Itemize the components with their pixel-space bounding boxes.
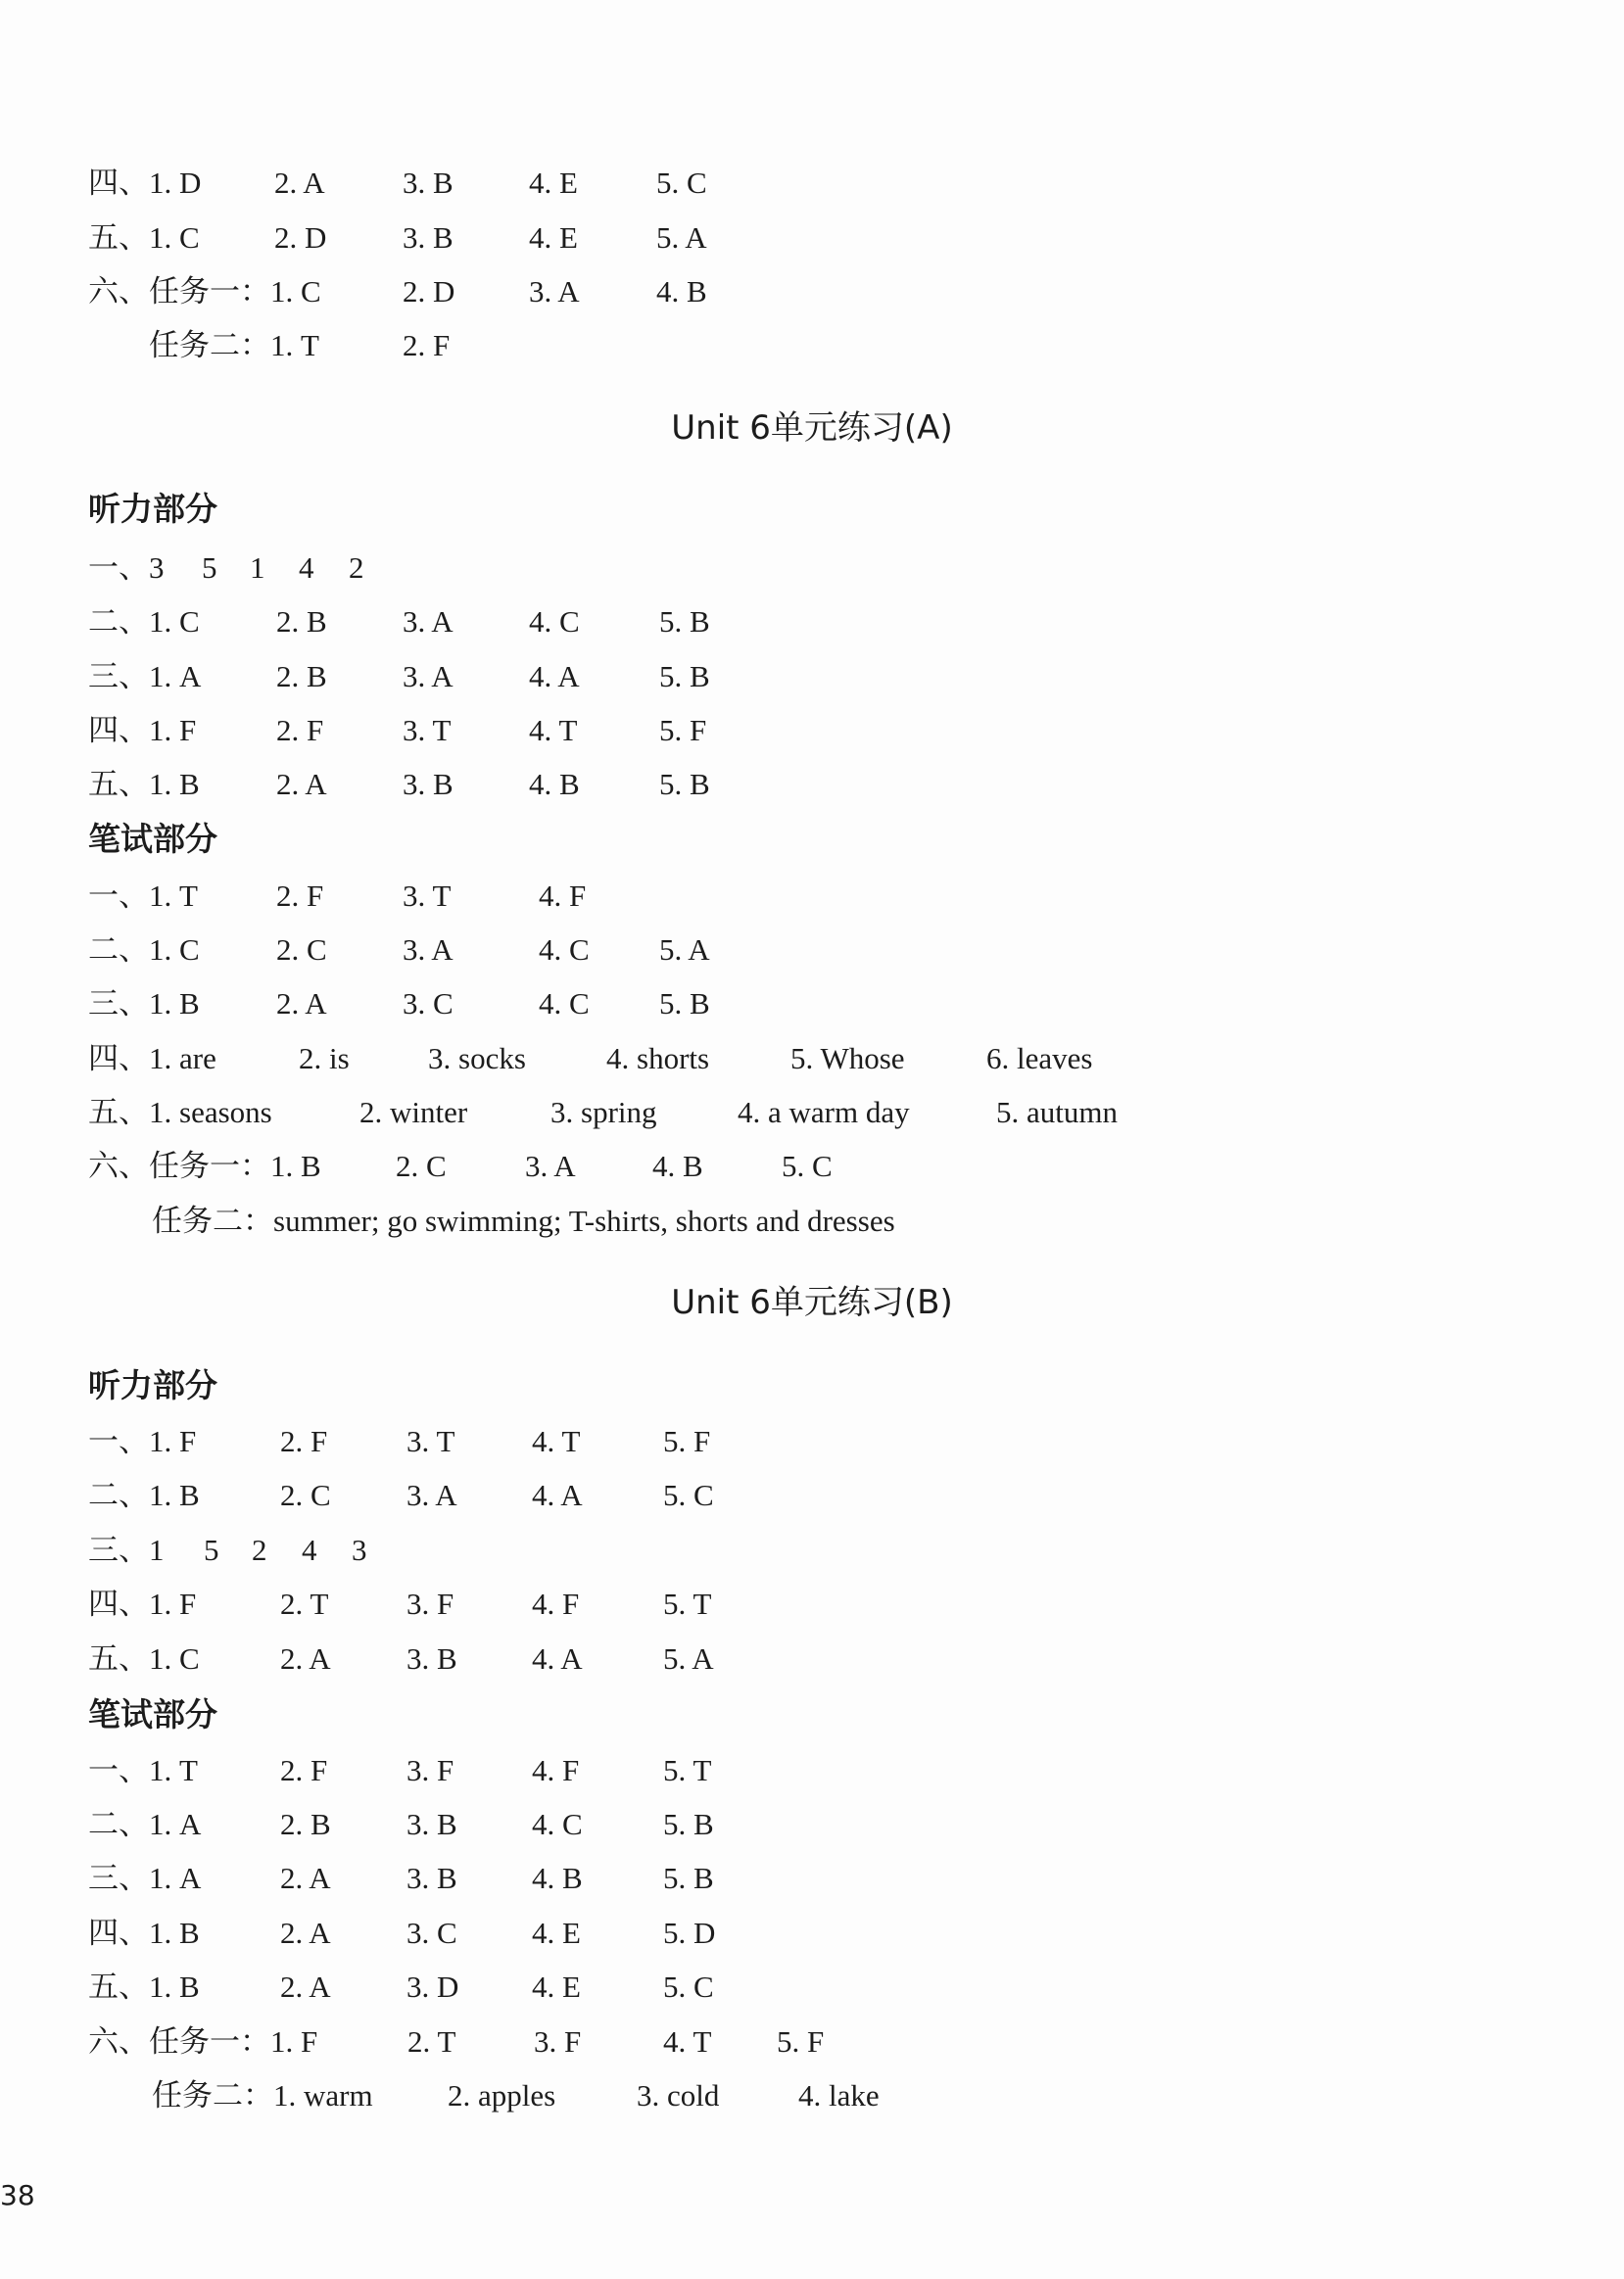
answer-item: 3. B — [406, 1641, 457, 1676]
answer-item: 一、1. F — [88, 1424, 197, 1458]
answer-item: 3. T — [403, 713, 452, 747]
answer-item: 4. a warm day — [738, 1095, 910, 1129]
answer-item: 5. F — [777, 2024, 825, 2059]
answer-item: 3. A — [406, 1478, 457, 1512]
answer-item: 2. F — [403, 328, 451, 362]
answer-item: 四、1. F — [88, 1587, 197, 1621]
answer-item: 四、1. B — [88, 1916, 200, 1950]
answer-item: 4. B — [652, 1149, 703, 1183]
answer-item: 5. T — [663, 1587, 712, 1621]
answer-item: 2. winter — [359, 1095, 468, 1129]
answer-item: 2. D — [403, 274, 455, 309]
answer-item: 5. A — [656, 220, 707, 255]
answer-item: 2. B — [280, 1807, 331, 1841]
answer-item: 5. A — [659, 932, 710, 967]
answer-item: 3. D — [406, 1970, 459, 2004]
answer-item: 3. C — [406, 1916, 457, 1950]
answer-item: 任务二：1. warm — [152, 2078, 373, 2113]
answer-item: 5. T — [663, 1753, 712, 1787]
answer-item: 3. F — [406, 1753, 454, 1787]
unit-b-written-heading: 笔试部分 — [88, 1695, 217, 1733]
answer-item: 2. T — [407, 2024, 456, 2059]
answer-item: 4. T — [663, 2024, 712, 2059]
answer-item: 4 — [299, 550, 314, 585]
answer-item: 3. A — [525, 1149, 576, 1183]
answer-item: 六、任务一：1. F — [88, 2024, 318, 2059]
answer-item: 四、1. F — [88, 713, 197, 747]
answer-item: 五、1. C — [88, 220, 200, 255]
answer-item: 5. C — [663, 1478, 714, 1512]
answer-item: 2. F — [276, 713, 324, 747]
answer-item: 4. C — [539, 932, 590, 967]
answer-item: 六、任务一：1. C — [88, 274, 321, 309]
answer-item: 3. socks — [428, 1041, 526, 1075]
answer-item: 4. E — [529, 166, 578, 200]
answer-item: 3. F — [406, 1587, 454, 1621]
answer-item: 五、1. seasons — [88, 1095, 272, 1129]
answer-item: 2. A — [276, 986, 327, 1021]
answer-item: 4. A — [532, 1478, 583, 1512]
answer-item: 5. B — [659, 659, 710, 693]
answer-item: 2. C — [280, 1478, 331, 1512]
answer-item: 5. autumn — [996, 1095, 1118, 1129]
answer-item: 5 — [202, 550, 217, 585]
answer-item: 三、1. B — [88, 986, 200, 1021]
answer-item: 二、1. B — [88, 1478, 200, 1512]
answer-item: 2 — [349, 550, 364, 585]
answer-item: 五、1. B — [88, 1970, 200, 2004]
answer-item: 2. T — [280, 1587, 329, 1621]
page-number: 38 — [0, 2179, 35, 2211]
answer-item: 2. D — [274, 220, 327, 255]
answer-item: 二、1. C — [88, 604, 200, 639]
answer-item: 1 — [250, 550, 265, 585]
answer-item: 任务二：summer; go swimming; T-shirts, shorts and dresses — [152, 1204, 895, 1238]
answer-item: 三、1 — [88, 1533, 165, 1567]
answer-item: 5. C — [663, 1970, 714, 2004]
answer-item: 2. F — [280, 1753, 328, 1787]
answer-item: 4. A — [532, 1641, 583, 1676]
unit-a-written-heading: 笔试部分 — [88, 820, 217, 858]
answer-item: 2. apples — [448, 2078, 556, 2113]
answer-item: 5. Whose — [790, 1041, 905, 1075]
answer-item: 3. T — [406, 1424, 455, 1458]
answer-item: 二、1. C — [88, 932, 200, 967]
answer-item: 四、1. are — [88, 1041, 216, 1075]
answer-item: 4. E — [529, 220, 578, 255]
answer-item: 五、1. C — [88, 1641, 200, 1676]
answer-item: 4. B — [656, 274, 707, 309]
answer-item: 3. B — [403, 166, 454, 200]
answer-item: 4. E — [532, 1970, 581, 2004]
answer-item: 3. B — [406, 1807, 457, 1841]
answer-item: 3. F — [534, 2024, 582, 2059]
answer-item: 六、任务一：1. B — [88, 1149, 321, 1183]
answer-item: 2. A — [274, 166, 325, 200]
answer-item: 3. A — [403, 604, 454, 639]
answer-item: 5. F — [663, 1424, 711, 1458]
answer-item: 2. A — [280, 1641, 331, 1676]
unit-b-title: Unit 6单元练习(B) — [671, 1283, 953, 1322]
answer-item: 3. A — [403, 932, 454, 967]
answer-item: 2. C — [396, 1149, 447, 1183]
answer-item: 4. C — [539, 986, 590, 1021]
answer-item: 4. T — [529, 713, 578, 747]
answer-item: 4. B — [529, 767, 580, 801]
answer-item: 2. is — [299, 1041, 350, 1075]
answer-item: 4 — [302, 1533, 317, 1567]
answer-item: 3. T — [403, 878, 452, 913]
answer-item: 4. F — [532, 1587, 580, 1621]
answer-item: 2. A — [276, 767, 327, 801]
answer-item: 5. C — [782, 1149, 833, 1183]
answer-item: 4. T — [532, 1424, 581, 1458]
answer-item: 3. B — [406, 1861, 457, 1895]
answer-item: 2. F — [280, 1424, 328, 1458]
unit-a-title: Unit 6单元练习(A) — [671, 408, 953, 448]
answer-item: 任务二：1. T — [149, 328, 319, 362]
answer-item: 4. shorts — [606, 1041, 710, 1075]
answer-item: 2. B — [276, 659, 327, 693]
answer-item: 5. D — [663, 1916, 716, 1950]
answer-item: 4. F — [532, 1753, 580, 1787]
answer-item: 4. C — [532, 1807, 583, 1841]
answer-item: 四、1. D — [88, 166, 202, 200]
answer-item: 2. A — [280, 1916, 331, 1950]
answer-item: 三、1. A — [88, 659, 202, 693]
answer-item: 3. C — [403, 986, 454, 1021]
answer-item: 4. B — [532, 1861, 583, 1895]
answer-item: 5. F — [659, 713, 707, 747]
answer-item: 2. A — [280, 1970, 331, 2004]
answer-item: 3. spring — [550, 1095, 657, 1129]
unit-a-listening-heading: 听力部分 — [88, 490, 217, 528]
answer-item: 5. A — [663, 1641, 714, 1676]
answer-item: 三、1. A — [88, 1861, 202, 1895]
answer-item: 2. C — [276, 932, 327, 967]
answer-item: 3 — [352, 1533, 367, 1567]
answer-item: 一、3 — [88, 550, 165, 585]
answer-item: 一、1. T — [88, 1753, 198, 1787]
answer-item: 4. F — [539, 878, 587, 913]
answer-item: 5. B — [659, 767, 710, 801]
answer-item: 二、1. A — [88, 1807, 202, 1841]
answer-item: 6. leaves — [986, 1041, 1093, 1075]
answer-item: 5. B — [659, 986, 710, 1021]
answer-item: 3. B — [403, 767, 454, 801]
answer-item: 4. A — [529, 659, 580, 693]
answer-item: 5. B — [663, 1807, 714, 1841]
answer-item: 4. C — [529, 604, 580, 639]
answer-item: 2. F — [276, 878, 324, 913]
answer-item: 一、1. T — [88, 878, 198, 913]
answer-item: 2. B — [276, 604, 327, 639]
answer-item: 3. A — [403, 659, 454, 693]
answer-item: 4. E — [532, 1916, 581, 1950]
answer-item: 5 — [204, 1533, 219, 1567]
answer-item: 5. B — [659, 604, 710, 639]
answer-item: 3. B — [403, 220, 454, 255]
answer-item: 5. C — [656, 166, 707, 200]
answer-item: 2. A — [280, 1861, 331, 1895]
answer-item: 4. lake — [798, 2078, 880, 2113]
answer-item: 五、1. B — [88, 767, 200, 801]
answer-item: 2 — [252, 1533, 267, 1567]
unit-b-listening-heading: 听力部分 — [88, 1366, 217, 1404]
answer-item: 5. B — [663, 1861, 714, 1895]
answer-item: 3. cold — [637, 2078, 720, 2113]
answer-item: 3. A — [529, 274, 580, 309]
